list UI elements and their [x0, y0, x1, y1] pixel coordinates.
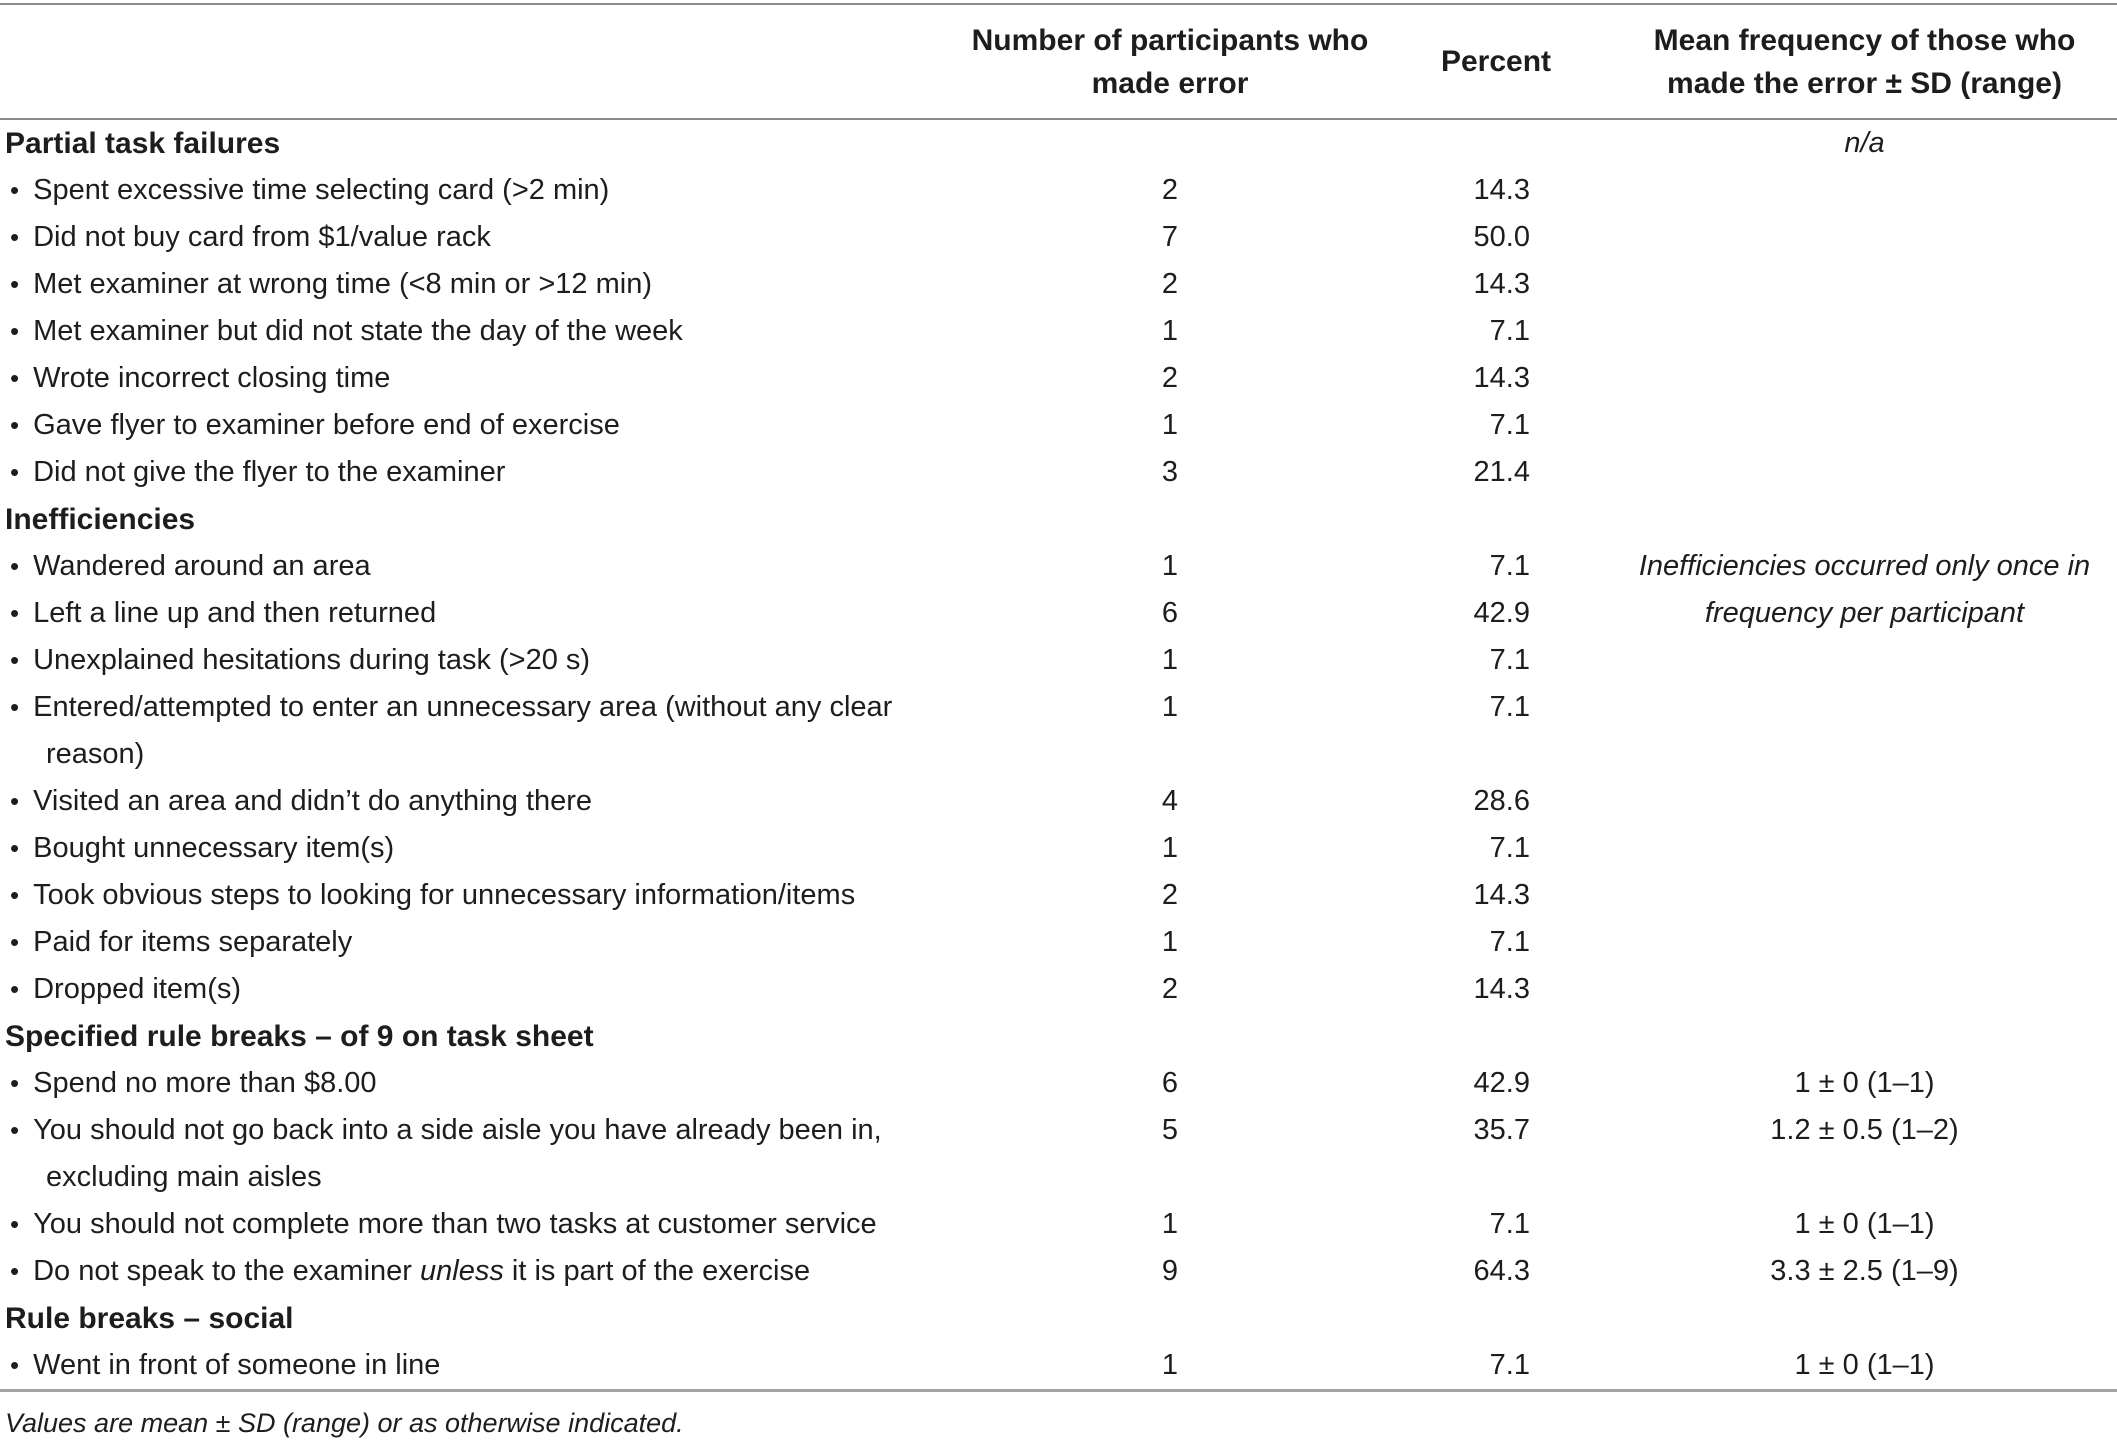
table-row: [0, 1342, 2117, 1391]
n-participants-cell: 2: [1161, 174, 1179, 206]
mean-frequency-cell: [1612, 402, 2117, 449]
table-row: [0, 543, 2117, 590]
col-header-mean-frequency: [1612, 4, 2117, 119]
mean-frequency-cell: [1612, 496, 2117, 543]
n-participants-cell: 9: [1161, 1255, 1179, 1287]
mean-frequency-cell: [1612, 778, 2117, 825]
col-header-error-type: [0, 4, 960, 119]
bullet-icon: •: [10, 269, 20, 299]
bullet-icon: •: [10, 410, 20, 440]
bullet-icon: •: [10, 316, 20, 346]
table-row: [0, 402, 2117, 449]
table-row: [0, 778, 2117, 825]
row-label: • Did not give the flyer to the examiner: [10, 456, 506, 488]
table-row: [0, 449, 2117, 496]
mean-frequency-cell: [1612, 214, 2117, 261]
section-title: Specified rule breaks – of 9 on task sheet: [5, 1020, 594, 1053]
mean-frequency-cell: [1612, 543, 2117, 590]
section-row: [0, 1295, 2117, 1342]
n-participants-cell: 5: [1161, 1114, 1179, 1146]
table-row: [0, 966, 2117, 1013]
table-row: [0, 1201, 2117, 1248]
row-label: • Paid for items separately: [10, 926, 353, 958]
percent-cell: 35.7: [1473, 1114, 1530, 1146]
table-row: [0, 872, 2117, 919]
n-participants-cell: 7: [1161, 221, 1179, 253]
percent-cell: 14.3: [1473, 879, 1530, 911]
n-participants-cell: 1: [1161, 644, 1179, 676]
mean-frequency-cell: 1 ± 0 (1–1): [1794, 1349, 1935, 1381]
percent-cell: 14.3: [1473, 268, 1530, 300]
n-participants-cell: 1: [1161, 1349, 1179, 1381]
percent-cell: 7.1: [1489, 550, 1530, 582]
table-row: [0, 261, 2117, 308]
bullet-icon: •: [10, 645, 20, 675]
row-label: • Met examiner but did not state the day of the week: [10, 315, 683, 347]
row-label: • Entered/attempted to enter an unnecessary area (without any clear reason): [10, 691, 893, 770]
row-label: • Did not buy card from $1/value rack: [10, 221, 491, 253]
n-participants-cell: [960, 496, 1380, 543]
mean-frequency-cell: 1.2 ± 0.5 (1–2): [1770, 1114, 1959, 1146]
percent-cell: 64.3: [1473, 1255, 1530, 1287]
n-participants-cell: 1: [1161, 550, 1179, 582]
percent-cell: 7.1: [1489, 1208, 1530, 1240]
n-participants-cell: 1: [1161, 926, 1179, 958]
row-label: • Do not speak to the examiner unless it is part of the exercise: [10, 1255, 811, 1287]
row-label: • You should not go back into a side aisle you have already been in, excluding main aisles: [10, 1114, 882, 1193]
bullet-icon: •: [10, 1068, 20, 1098]
bullet-icon: •: [10, 927, 20, 957]
col-header-percent: [1380, 4, 1612, 119]
n-participants-cell: 1: [1161, 409, 1179, 441]
bullet-icon: •: [10, 880, 20, 910]
mean-note: n/a: [1844, 127, 1885, 159]
n-participants-cell: 2: [1161, 879, 1179, 911]
percent-cell: 14.3: [1473, 174, 1530, 206]
n-participants-cell: 1: [1161, 315, 1179, 347]
table-header: [0, 4, 2117, 119]
header-row: [0, 4, 2117, 119]
mean-frequency-cell: [1612, 1013, 2117, 1060]
table-row: [0, 1060, 2117, 1107]
bullet-icon: •: [10, 833, 20, 863]
table-row: [0, 684, 2117, 778]
mean-frequency-cell: [1612, 355, 2117, 402]
bullet-icon: •: [10, 692, 20, 722]
percent-cell: [1380, 1295, 1612, 1342]
percent-cell: 7.1: [1489, 832, 1530, 864]
n-participants-cell: 1: [1161, 691, 1179, 723]
n-participants-cell: 2: [1161, 362, 1179, 394]
table-row: [0, 590, 2117, 637]
bullet-icon: •: [10, 222, 20, 252]
percent-cell: 7.1: [1489, 315, 1530, 347]
mean-frequency-cell: [1612, 919, 2117, 966]
row-label: • Spent excessive time selecting card (>2 min): [10, 174, 610, 206]
percent-cell: 14.3: [1473, 973, 1530, 1005]
percent-cell: 7.1: [1489, 691, 1530, 723]
n-participants-cell: 1: [1161, 1208, 1179, 1240]
section-title: Rule breaks – social: [5, 1302, 294, 1335]
percent-cell: 7.1: [1489, 409, 1530, 441]
bullet-icon: •: [10, 551, 20, 581]
mean-note-line: Inefficiencies occurred only once in: [1638, 550, 2091, 582]
row-label: • Spend no more than $8.00: [10, 1067, 377, 1099]
row-label: • Met examiner at wrong time (<8 min or >12 min): [10, 268, 653, 300]
table-row: [0, 214, 2117, 261]
bullet-icon: •: [10, 598, 20, 628]
row-label: • Went in front of someone in line: [10, 1349, 441, 1381]
row-label: • Took obvious steps to looking for unnecessary information/items: [10, 879, 856, 911]
row-label: • Visited an area and didn’t do anything there: [10, 785, 593, 817]
table-row: [0, 919, 2117, 966]
mean-frequency-cell: [1612, 637, 2117, 684]
table-row: [0, 355, 2117, 402]
col-header-mean-frequency-label: Mean frequency of those who made the error ± SD (range): [1653, 23, 2076, 100]
mean-frequency-cell: [1612, 119, 2117, 167]
n-participants-cell: 6: [1161, 1067, 1179, 1099]
bullet-icon: •: [10, 457, 20, 487]
errors-table: [0, 3, 2117, 1392]
mean-frequency-cell: [1612, 684, 2117, 778]
n-participants-cell: [960, 1295, 1380, 1342]
mean-frequency-cell: [1612, 261, 2117, 308]
percent-cell: 21.4: [1473, 456, 1530, 488]
bullet-icon: •: [10, 175, 20, 205]
mean-frequency-cell: [1612, 308, 2117, 355]
col-header-participants: [960, 4, 1380, 119]
table-row: [0, 308, 2117, 355]
n-participants-cell: 6: [1161, 597, 1179, 629]
percent-cell: [1380, 119, 1612, 167]
n-participants-cell: 1: [1161, 832, 1179, 864]
row-label: • Unexplained hesitations during task (>20 s): [10, 644, 591, 676]
bullet-icon: •: [10, 1209, 20, 1239]
bullet-icon: •: [10, 1256, 20, 1286]
table-row: [0, 637, 2117, 684]
section-row: [0, 1013, 2117, 1060]
percent-cell: 7.1: [1489, 644, 1530, 676]
mean-frequency-cell: [1612, 872, 2117, 919]
percent-cell: 7.1: [1489, 926, 1530, 958]
mean-frequency-cell: 1 ± 0 (1–1): [1794, 1067, 1935, 1099]
row-label: • Wrote incorrect closing time: [10, 362, 391, 394]
section-row: [0, 119, 2117, 167]
section-title: Partial task failures: [5, 127, 281, 160]
bullet-icon: •: [10, 1350, 20, 1380]
n-participants-cell: 4: [1161, 785, 1179, 817]
percent-cell: 7.1: [1489, 1349, 1530, 1381]
mean-frequency-cell: [1612, 449, 2117, 496]
mean-frequency-cell: 1 ± 0 (1–1): [1794, 1208, 1935, 1240]
table-row: [0, 1107, 2117, 1201]
percent-cell: 50.0: [1473, 221, 1530, 253]
mean-frequency-cell: [1612, 825, 2117, 872]
bullet-icon: •: [10, 1115, 20, 1145]
mean-note-line: frequency per participant: [1704, 597, 2025, 629]
row-label: • Gave flyer to examiner before end of exercise: [10, 409, 620, 441]
section-row: [0, 496, 2117, 543]
n-participants-cell: 2: [1161, 973, 1179, 1005]
n-participants-cell: 2: [1161, 268, 1179, 300]
row-label: • Dropped item(s): [10, 973, 242, 1005]
table-body: [0, 119, 2117, 1391]
table-footnote: Values are mean ± SD (range) or as otherwise indicated.: [5, 1408, 684, 1438]
row-label: • Bought unnecessary item(s): [10, 832, 395, 864]
table-row: [0, 825, 2117, 872]
mean-frequency-cell: [1612, 590, 2117, 637]
table-row: [0, 167, 2117, 214]
bullet-icon: •: [10, 363, 20, 393]
mean-frequency-cell: 3.3 ± 2.5 (1–9): [1770, 1255, 1959, 1287]
bullet-icon: •: [10, 974, 20, 1004]
bullet-icon: •: [10, 786, 20, 816]
row-label: • Wandered around an area: [10, 550, 371, 582]
mean-frequency-cell: [1612, 167, 2117, 214]
col-header-participants-label: Number of participants who made error: [971, 23, 1369, 100]
row-label: • You should not complete more than two tasks at customer service: [10, 1208, 877, 1240]
n-participants-cell: [960, 1013, 1380, 1060]
section-title: Inefficiencies: [5, 503, 196, 536]
table-row: [0, 1248, 2117, 1295]
row-label: • Left a line up and then returned: [10, 597, 437, 629]
italic-word: unless: [420, 1255, 504, 1287]
col-header-percent-label: Percent: [1440, 45, 1552, 78]
percent-cell: 14.3: [1473, 362, 1530, 394]
percent-cell: 42.9: [1473, 597, 1530, 629]
n-participants-cell: [960, 119, 1380, 167]
percent-cell: 42.9: [1473, 1067, 1530, 1099]
percent-cell: 28.6: [1473, 785, 1530, 817]
n-participants-cell: 3: [1161, 456, 1179, 488]
percent-cell: [1380, 1013, 1612, 1060]
mean-frequency-cell: [1612, 1295, 2117, 1342]
percent-cell: [1380, 496, 1612, 543]
mean-frequency-cell: [1612, 966, 2117, 1013]
